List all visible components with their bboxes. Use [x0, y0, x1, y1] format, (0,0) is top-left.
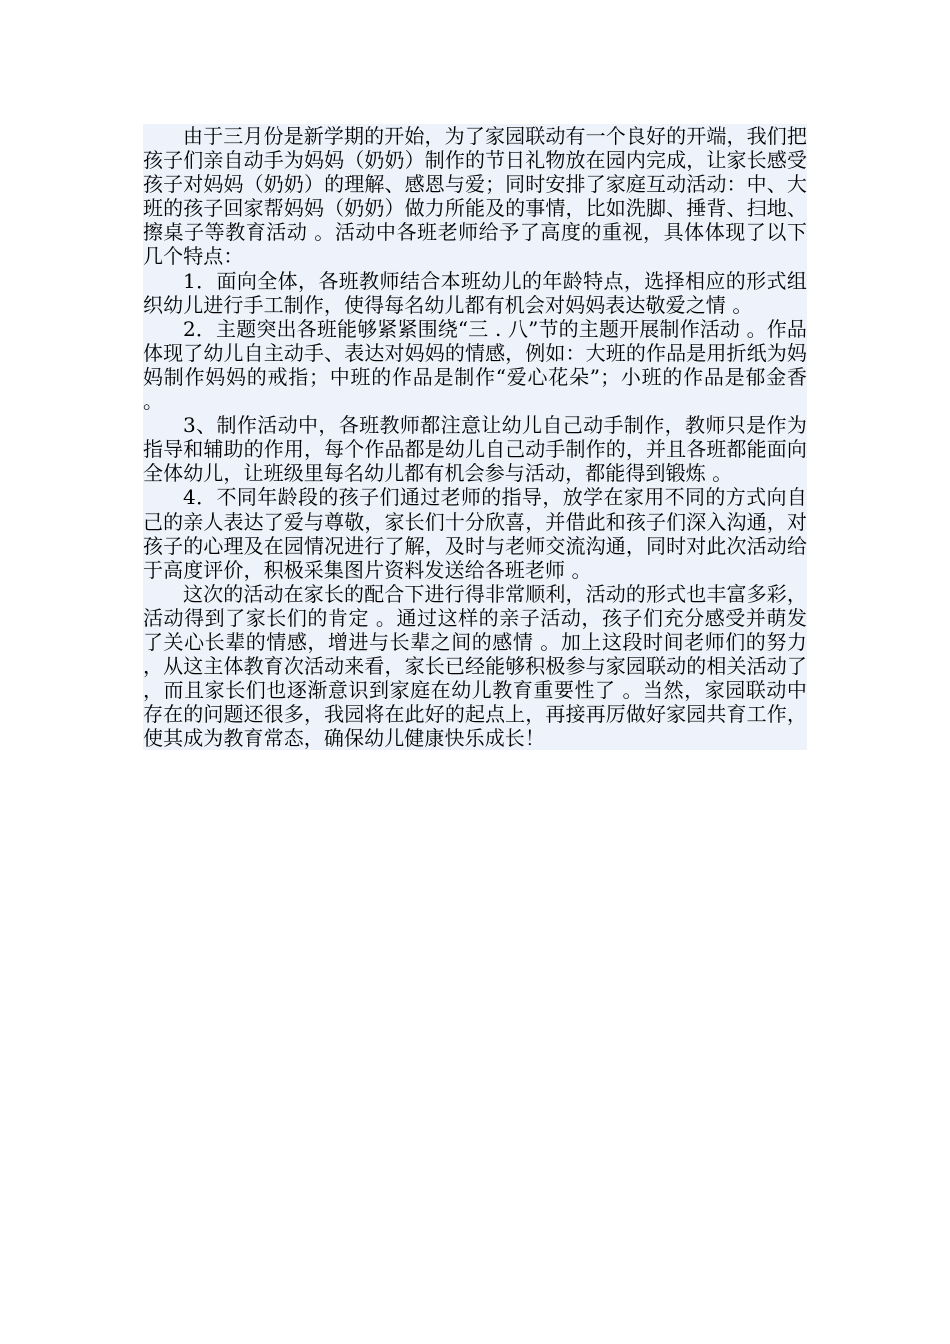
- paragraph-point-2: 2．主题突出各班能够紧紧围绕“三 . 八”节的主题开展制作活动 。作品体现了幼儿自主动手、表达对妈妈的情感，例如：大班的作品是用折纸为妈妈制作妈妈的戒指；中班的作品是制作“爱心花朵”；小班的作品是郁金香 。: [143, 316, 807, 414]
- paragraph-point-1: 1．面向全体，各班教师结合本班幼儿的年龄特点，选择相应的形式组织幼儿进行手工制作，使得每名幼儿都有机会对妈妈表达敬爱之情 。: [143, 268, 807, 317]
- paragraph-point-3: 3、制作活动中，各班教师都注意让幼儿自己动手制作，教师只是作为指导和辅助的作用，每个作品都是幼儿自己动手制作的，并且各班都能面向全体幼儿，让班级里每名幼儿都有机会参与活动，都能得到锻炼 。: [143, 413, 807, 486]
- paragraph-point-4: 4．不同年龄段的孩子们通过老师的指导，放学在家用不同的方式向自己的亲人表达了爱与尊敬，家长们十分欣喜，并借此和孩子们深入沟通，对孩子的心理及在园情况进行了解，及时与老师交流沟通，同时对此次活动给于高度评价，积极采集图片资料发送给各班老师 。: [143, 485, 807, 582]
- paragraph-conclusion: 这次的活动在家长的配合下进行得非常顺利，活动的形式也丰富多彩，活动得到了家长们的肯定 。通过这样的亲子活动，孩子们充分感受并萌发了关心长辈的情感，增进与长辈之间的感情 。加上这段时间老师们的努力，从这主体教育次活动来看，家长已经能够积极参与家园联动的相关活动了，而且家长们也逐渐意识到家庭在幼儿教育重要性了 。当然，家园联动中存在的问题还很多，我园将在此好的起点上，再接再厉做好家园共育工作，使其成为教育常态，确保幼儿健康快乐成长！: [143, 581, 807, 751]
- paragraph-intro: 由于三月份是新学期的开始，为了家园联动有一个良好的开端，我们把孩子们亲自动手为妈妈（奶奶）制作的节日礼物放在园内完成，让家长感受孩子对妈妈（奶奶）的理解、感恩与爱；同时安排了家庭互动活动：中、大班的孩子回家帮妈妈（奶奶）做力所能及的事情，比如洗脚、捶背、扫地、擦桌子等教育活动 。活动中各班老师给予了高度的重视，具体体现了以下几个特点：: [143, 124, 807, 269]
- document-body: [143, 124, 807, 750]
